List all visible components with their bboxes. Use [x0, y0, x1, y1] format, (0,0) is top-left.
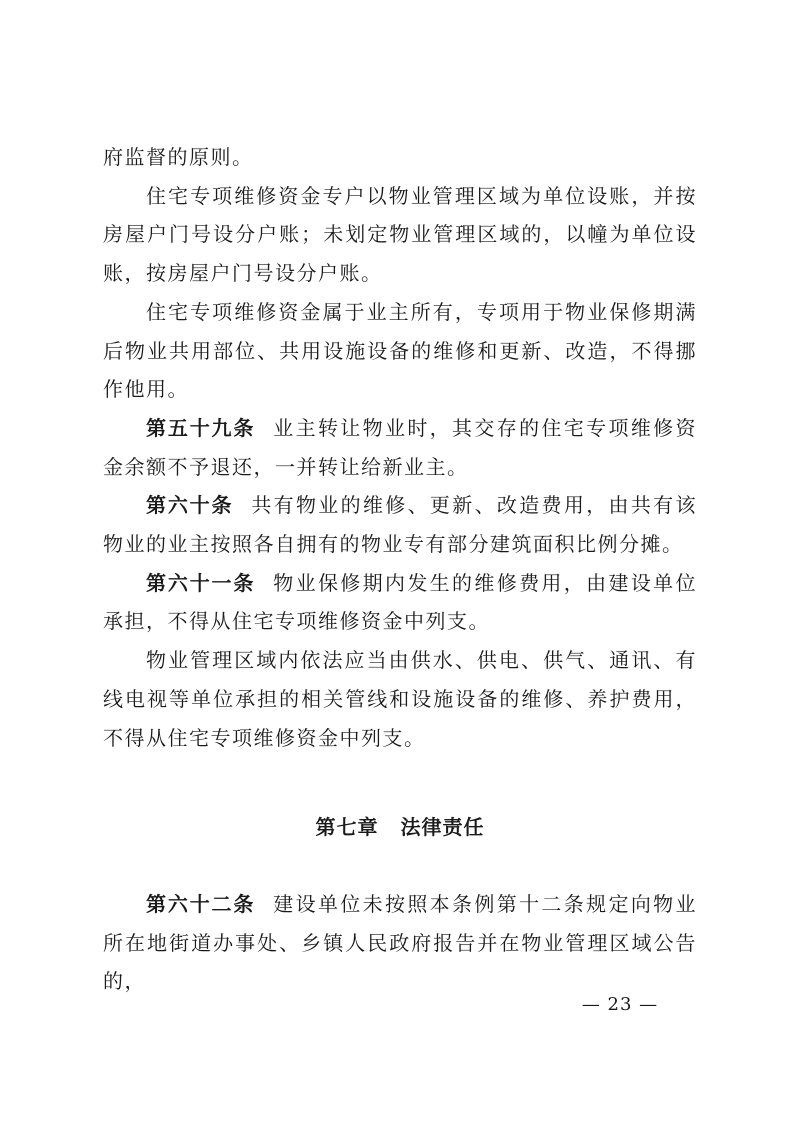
paragraph-text: 住宅专项维修资金专户以物业管理区域为单位设账，并按房屋户门号设分户账；未划定物业管理区域的，以幢为单位设账，按房屋户门号设分户账。 [103, 183, 697, 286]
article-number: 第六十一条 [146, 570, 256, 595]
page-number: — 23 — [581, 994, 659, 1015]
body-text [103, 138, 697, 757]
paragraph-text: 住宅专项维修资金属于业主所有，专项用于物业保修期满后物业共用部位、共用设施设备的维修和更新、改造，不得挪作他用。 [103, 299, 697, 402]
article-number: 第六十条 [146, 493, 234, 518]
paragraph-text: 建设单位未按照本条例第十二条规定向物业所在地街道办事处、乡镇人民政府报告并在物业管理区域公告的， [103, 892, 698, 994]
paragraph-text: 物业管理区域内依法应当由供水、供电、供气、通讯、有线电视等单位承担的相关管线和设施设备的维修、养护费用，不得从住宅专项维修资金中列支。 [103, 648, 697, 750]
paragraph-3 [103, 293, 697, 409]
article-number: 第五十九条 [146, 415, 256, 440]
paragraph-1 [103, 138, 697, 177]
paragraph-text: 府监督的原则。 [103, 145, 254, 169]
chapter-heading [103, 808, 697, 846]
article-number: 第六十二条 [146, 892, 256, 916]
article-59 [103, 409, 697, 486]
paragraph-7 [103, 641, 697, 757]
body-text-continued [103, 885, 697, 1001]
article-61 [103, 564, 697, 641]
paragraph-2 [103, 177, 697, 293]
chapter-title: 法律责任 [400, 815, 485, 839]
paragraph-text: 物业保修期内发生的维修费用，由建设单位承担，不得从住宅专项维修资金中列支。 [103, 570, 698, 634]
paragraph-text: 业主转让物业时，其交存的住宅专项维修资金余额不予退还，一并转让给新业主。 [103, 415, 698, 479]
article-60 [103, 486, 697, 563]
chapter-number: 第七章 [315, 815, 379, 839]
article-62 [103, 885, 697, 1001]
paragraph-text: 共有物业的维修、更新、改造费用，由共有该物业的业主按照各自拥有的物业专有部分建筑面积比例分摊。 [103, 493, 698, 557]
